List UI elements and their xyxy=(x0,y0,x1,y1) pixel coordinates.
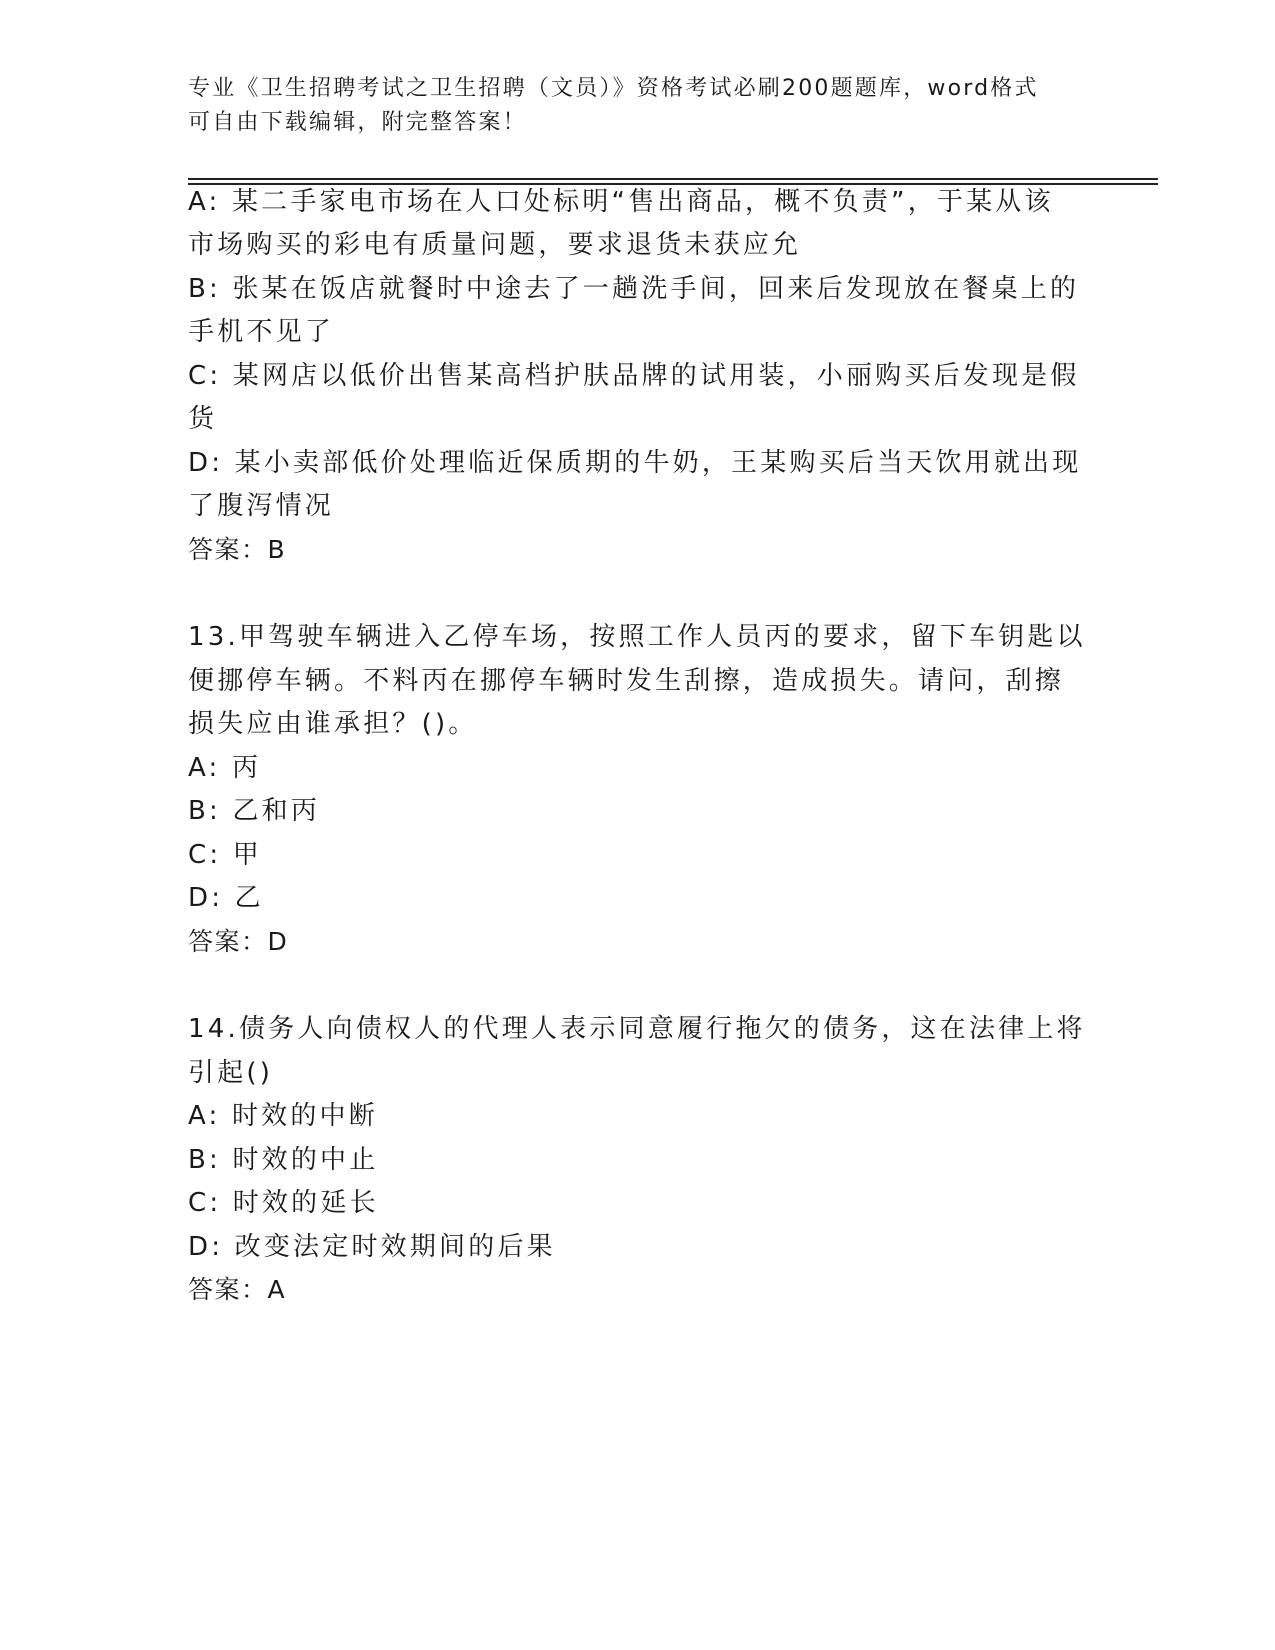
q13-question-line-3: 损失应由谁承担？()。 xyxy=(188,709,478,739)
q12-option-a-line-1: A: 某二手家电市场在人口处标明“售出商品，概不负责”，于某从该 xyxy=(188,187,1054,217)
q13-question-line-1: 13.甲驾驶车辆进入乙停车场，按照工作人员丙的要求，留下车钥匙以 xyxy=(188,622,1086,652)
q13-question-line-2: 便挪停车辆。不料丙在挪停车辆时发生刮擦，造成损失。请问，刮擦 xyxy=(188,666,1065,696)
q12-option-c-line-2: 货 xyxy=(188,404,218,434)
q12-option-c-line-1: C: 某网店以低价出售某高档护肤品牌的试用装，小丽购买后发现是假 xyxy=(188,361,1080,391)
q14-option-d: D: 改变法定时效期间的后果 xyxy=(188,1232,556,1262)
q12-option-a-line-2: 市场购买的彩电有质量问题，要求退货未获应允 xyxy=(188,230,802,260)
q13-option-b: B: 乙和丙 xyxy=(188,796,321,826)
header-title-line-1: 专业《卫生招聘考试之卫生招聘（文员）》资格考试必刷200题题库，word格式 xyxy=(188,76,1039,101)
q13-option-d: D: 乙 xyxy=(188,883,264,913)
header-divider-top xyxy=(188,178,1158,180)
q12-option-d-line-2: 了腹泻情况 xyxy=(188,491,335,521)
q12-option-b-line-2: 手机不见了 xyxy=(188,317,335,347)
q12-option-d-line-1: D: 某小卖部低价处理临近保质期的牛奶，王某购买后当天饮用就出现 xyxy=(188,448,1082,478)
q13-answer: 答案：D xyxy=(188,927,289,956)
q14-question-line-1: 14.债务人向债权人的代理人表示同意履行拖欠的债务，这在法律上将 xyxy=(188,1014,1086,1044)
q14-option-c: C: 时效的延长 xyxy=(188,1188,379,1218)
q12-option-b-line-1: B: 张某在饭店就餐时中途去了一趟洗手间，回来后发现放在餐桌上的 xyxy=(188,274,1080,304)
q12-answer: 答案：B xyxy=(188,535,287,564)
q14-question-line-2: 引起() xyxy=(188,1058,274,1088)
q14-option-b: B: 时效的中止 xyxy=(188,1145,379,1175)
q13-option-c: C: 甲 xyxy=(188,840,262,870)
q14-option-a: A: 时效的中断 xyxy=(188,1101,378,1131)
header-title-line-2: 可自由下载编辑，附完整答案！ xyxy=(188,110,527,135)
q14-answer: 答案：A xyxy=(188,1275,287,1304)
q13-option-a: A: 丙 xyxy=(188,753,262,783)
